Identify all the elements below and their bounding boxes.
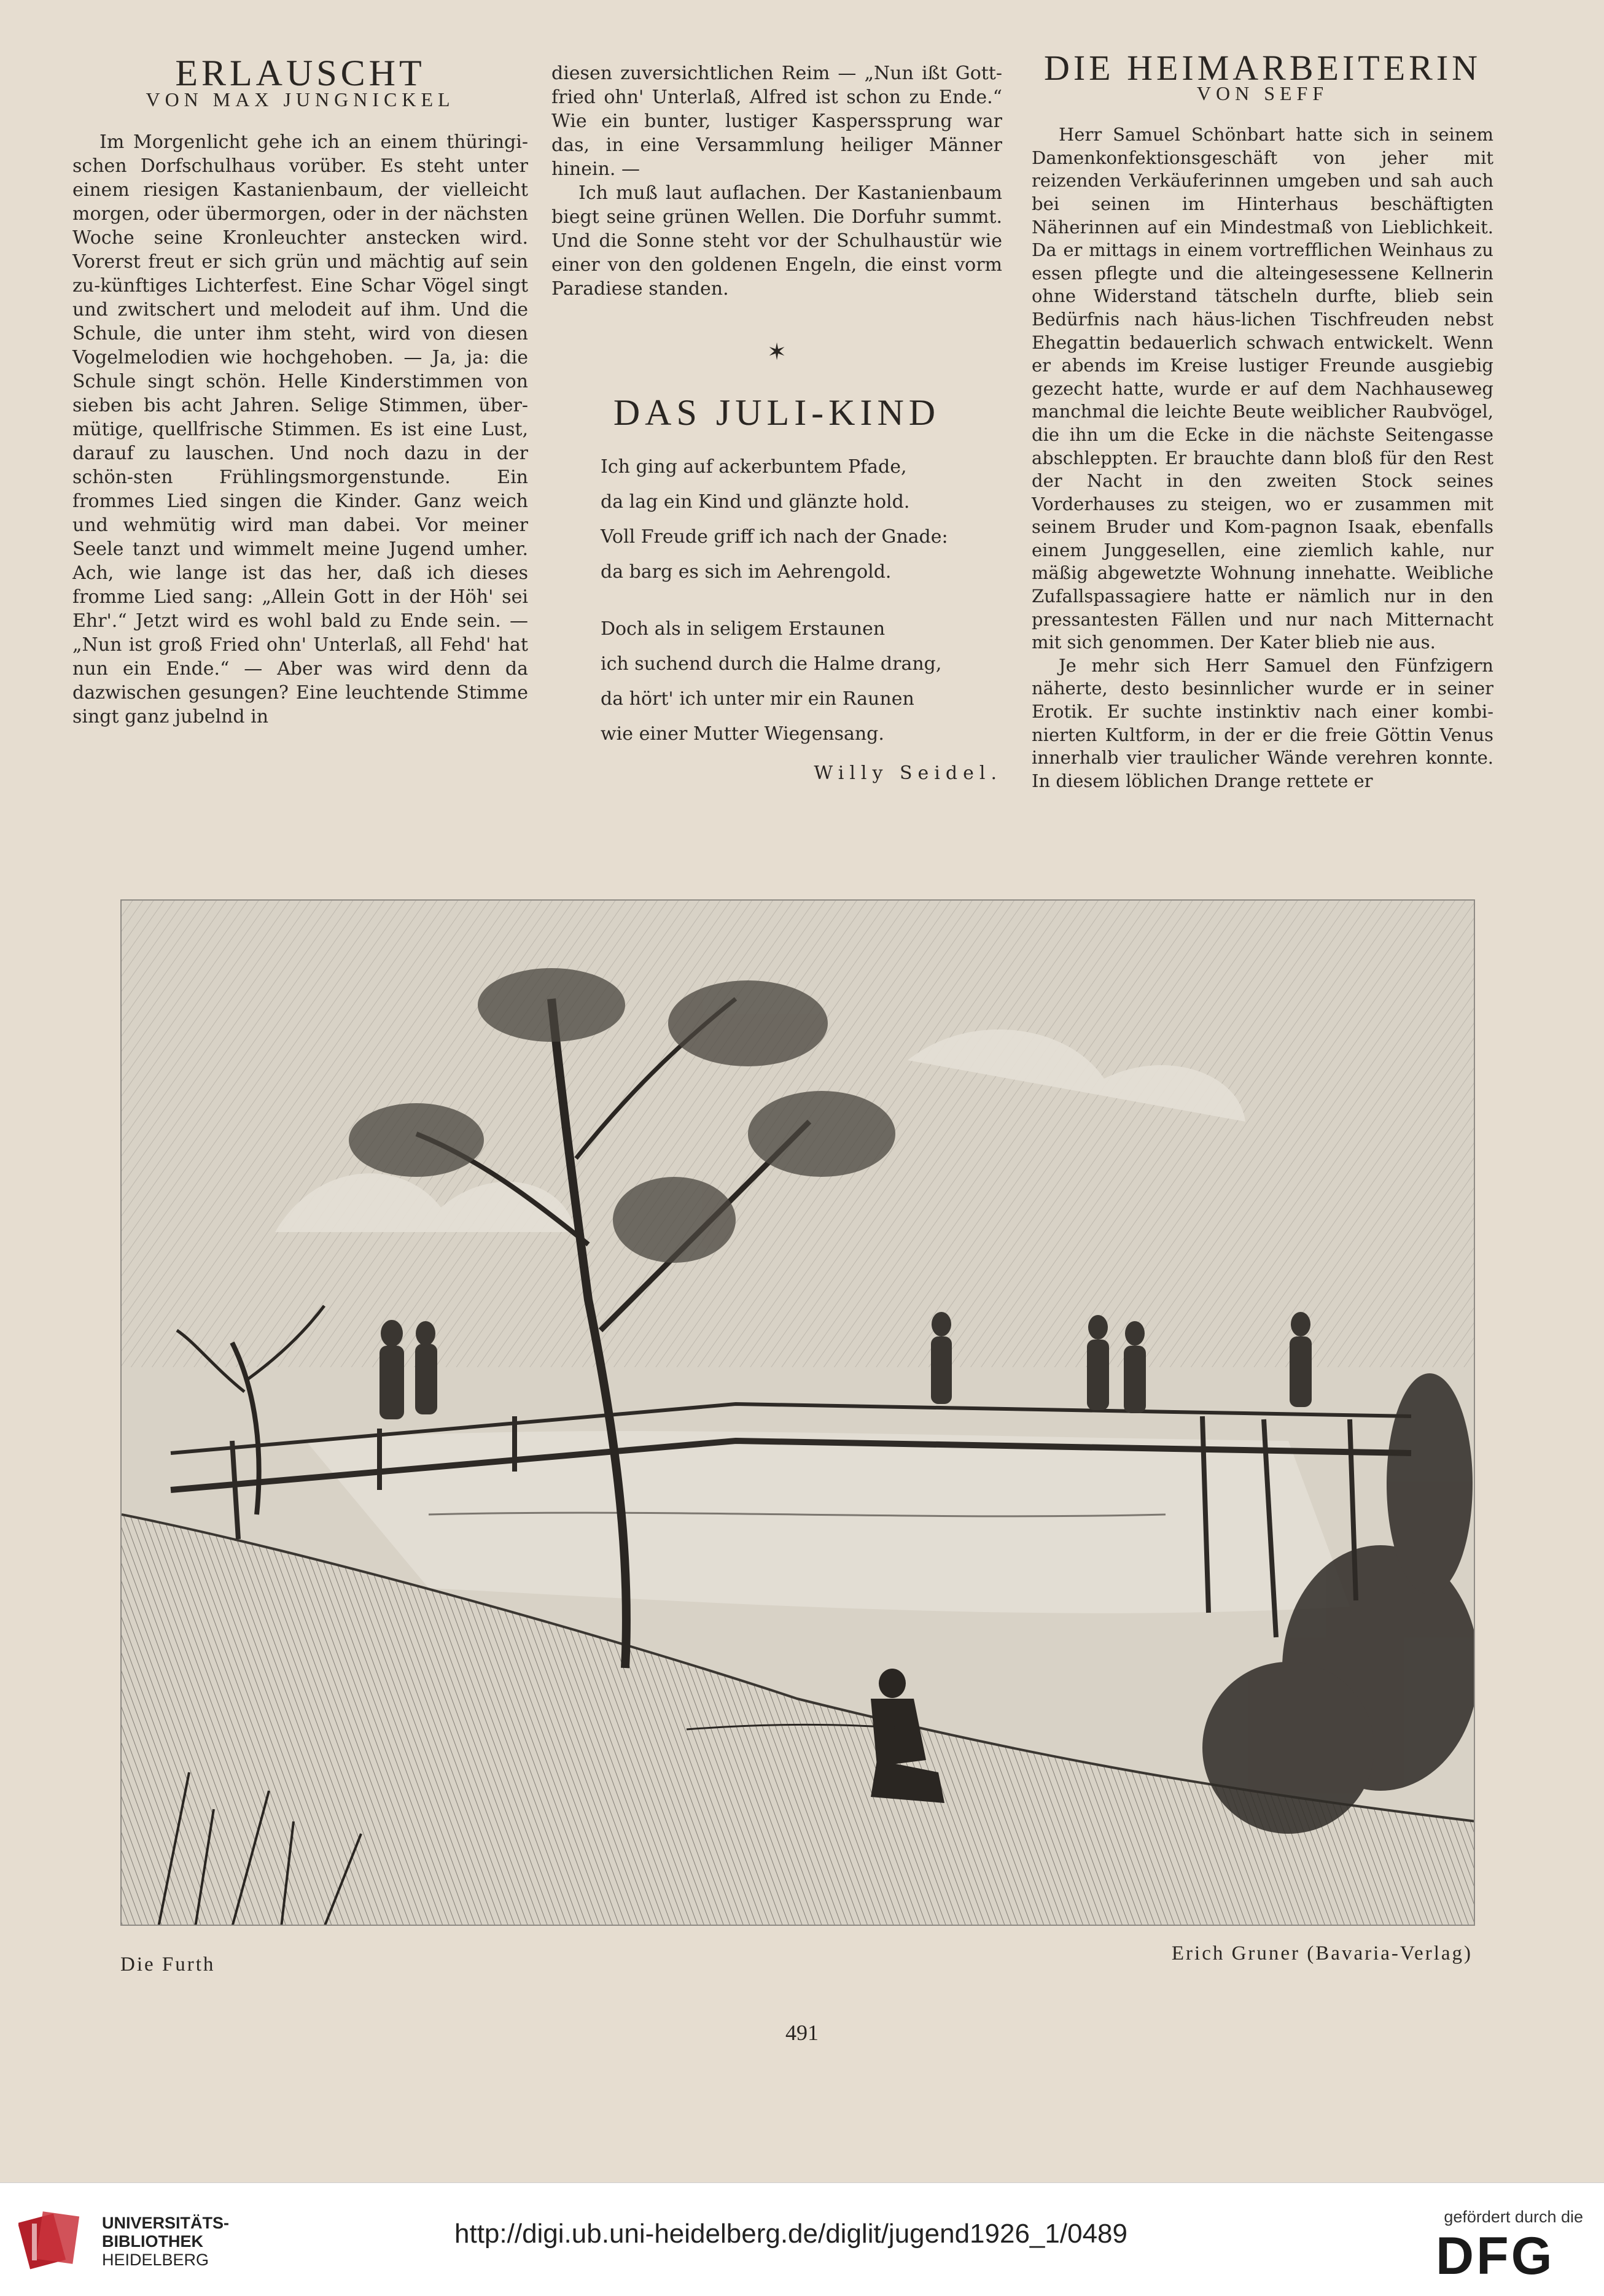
poem-line: wie einer Mutter Wiegensang.: [601, 723, 884, 745]
illustration-title-caption: Die Furth: [120, 1953, 216, 1976]
article-byline-erlauscht: VON MAX JUNGNICKEL: [146, 88, 455, 111]
paragraph: Im Morgenlicht gehe ich an einem thüringi-schen Dorfschulhaus vorüber. Es steht unter einem riesigen Kastanienbaum, der vielleicht morgen, oder übermorgen, oder in der nächsten Woche seine Kronleuchter anstecken wird. Vorerst freut er sich grün und mächtig auf sein zu-künftiges Lichterfest. Eine Schar Vögel singt und zwitschert und melodeit auf ihm. Und die Schule, die unter ihm steht, wird von diesen Vogelmelodien wie hochgehoben. — Ja, ja: die Schule singt schön. Helle Kinderstimmen von sieben bis acht Jahren. Selige Stimmen, über-mütige, quellfrische Stimmen. Es ist eine Lust, darauf zu lauschen. Und noch dazu in der schön-sten Frühlingsmorgenstunde. Ein frommes Lied singen die Kinder. Ganz weich und wehmütig wird man dabei. Vor meiner Seele tanzt und wimmelt meine Jugend umher. Ach, wie lange ist das her, daß ich dieses fromme Lied sang: „Allein Gott in der Höh' sei Ehr'.“ Jetzt wird es wohl bald zu Ende sein. — „Nun ist groß Fried ohn' Unterlaß, all Fehd' hat nun ein Ende.“ — Aber was wird denn da dazwischen gesungen? Eine leuchtende Stimme singt ganz jubelnd in: [72, 131, 528, 727]
institution-name-line: UNIVERSITÄTS-: [102, 2214, 230, 2232]
poem-line: da lag ein Kind und glänzte hold.: [601, 491, 910, 513]
section-separator: ✶: [767, 338, 787, 365]
article-byline-heimarbeiterin: VON SEFF: [1196, 82, 1329, 104]
university-library-logo-icon: [18, 2205, 87, 2274]
poem-line: Doch als in seligem Erstaunen: [601, 618, 886, 640]
funded-by-text: gefördert durch die: [1444, 2208, 1583, 2226]
poem-stanza: [601, 449, 1002, 589]
poem-title: DAS JULI-KIND: [613, 392, 941, 433]
poem-author: Willy Seidel.: [814, 762, 1002, 784]
paragraph: Ich muß laut auflachen. Der Kastanienbaum biegt seine grünen Wellen. Die Dorfuhr summt. Und die Sonne steht vor der Schulhaustür wie einer von den goldenen Engeln, die einst vorm Paradiese standen.: [551, 182, 1002, 300]
dfg-logo-icon: [1430, 2230, 1583, 2279]
article-title-heimarbeiterin: DIE HEIMARBEITERIN: [1043, 48, 1482, 88]
page-number: 491: [785, 2020, 819, 2045]
institution-name-line: HEIDELBERG: [102, 2251, 209, 2269]
poem-line: ich suchend durch die Halme drang,: [601, 653, 942, 675]
poem-line: da barg es sich im Aehrengold.: [601, 561, 892, 583]
permalink-url[interactable]: http://digi.ub.uni-heidelberg.de/diglit/jugend1926_1/0489: [454, 2219, 1127, 2249]
middle-column: [551, 0, 1002, 785]
article-title-erlauscht: ERLAUSCHT: [175, 53, 426, 93]
illustration-credit-caption: Erich Gruner (Bavaria-Verlag): [1171, 1942, 1473, 1964]
institution-name: [102, 2214, 229, 2269]
left-column: [72, 0, 528, 729]
poem-line: da hört' ich unter mir ein Raunen: [601, 688, 914, 710]
digitization-footer: [0, 2182, 1604, 2296]
dfg-logo-text: DFG: [1436, 2230, 1555, 2279]
paragraph: diesen zuversichtlichen Reim — „Nun ißt Gott-fried ohn' Unterlaß, Alfred ist schon zu Ende.“ Wie ein bunter, lustiger Kasperssprung war das, in eine Versammlung heiliger Männer hinein. —: [551, 63, 1002, 180]
paragraph: Je mehr sich Herr Samuel den Fünfzigern näherte, desto besinnlicher wurde er in seiner Erotik. Er suchte instinktiv nach einer kombi-nierten Kultform, in der er die freie Göttin Venus innerhalb vier traulicher Wände verehren konnte. In diesem löblichen Drange rettete er: [1032, 654, 1493, 791]
etching-landscape-image: [122, 901, 1475, 1926]
institution-name-line: BIBLIOTHEK: [102, 2232, 203, 2251]
poem-body: [551, 449, 1002, 751]
paragraph: Herr Samuel Schönbart hatte sich in seinem Damenkonfektionsgeschäft von jeher mit reizenden Verkäuferinnen umgeben und sah auch bei seinen im Hinterhaus beschäftigten Näherinnen auf ein Mindestmaß von Lieblichkeit. Da er mittags in einem vortrefflichen Weinhaus zu essen pflegte und die alteingesessene Kellnerin ohne Widerstand tätscheln durfte, blieb sein Bedürfnis nach häus-lichen Tischfreuden nebst Ehegattin bedauerlich schwach entwickelt. Wenn er abends im Kreise lustiger Freunde ausgiebig gezecht hatte, wurde er auf dem Nachhauseweg manchmal die leichte Beute weiblicher Raubvögel, die ihn um die Ecke in die nächste Seitengasse abschleppten. Er brauchte dann bloß für den Rest der Nacht in den zweiten Stock seines Vorderhauses zu steigen, wo er zusammen mit seinem Bruder und Kom-pagnon Isaak, ebenfalls einem Junggesellen, eine ziemlich kahle, nur mäßig abgewetzte Wohnung innehatte. Weibliche Zufallspassagiere hatte er nämlich nur in den pressantesten Fällen und nur nach Mitternacht mit sich genommen. Der Kater blieb nie aus.: [1032, 124, 1493, 653]
etching-illustration: [120, 899, 1475, 1926]
poem-line: Ich ging auf ackerbuntem Pfade,: [601, 456, 907, 478]
right-column: [1032, 0, 1493, 793]
poem-line: Voll Freude griff ich nach der Gnade:: [601, 526, 948, 548]
poem-stanza: [601, 611, 1002, 751]
